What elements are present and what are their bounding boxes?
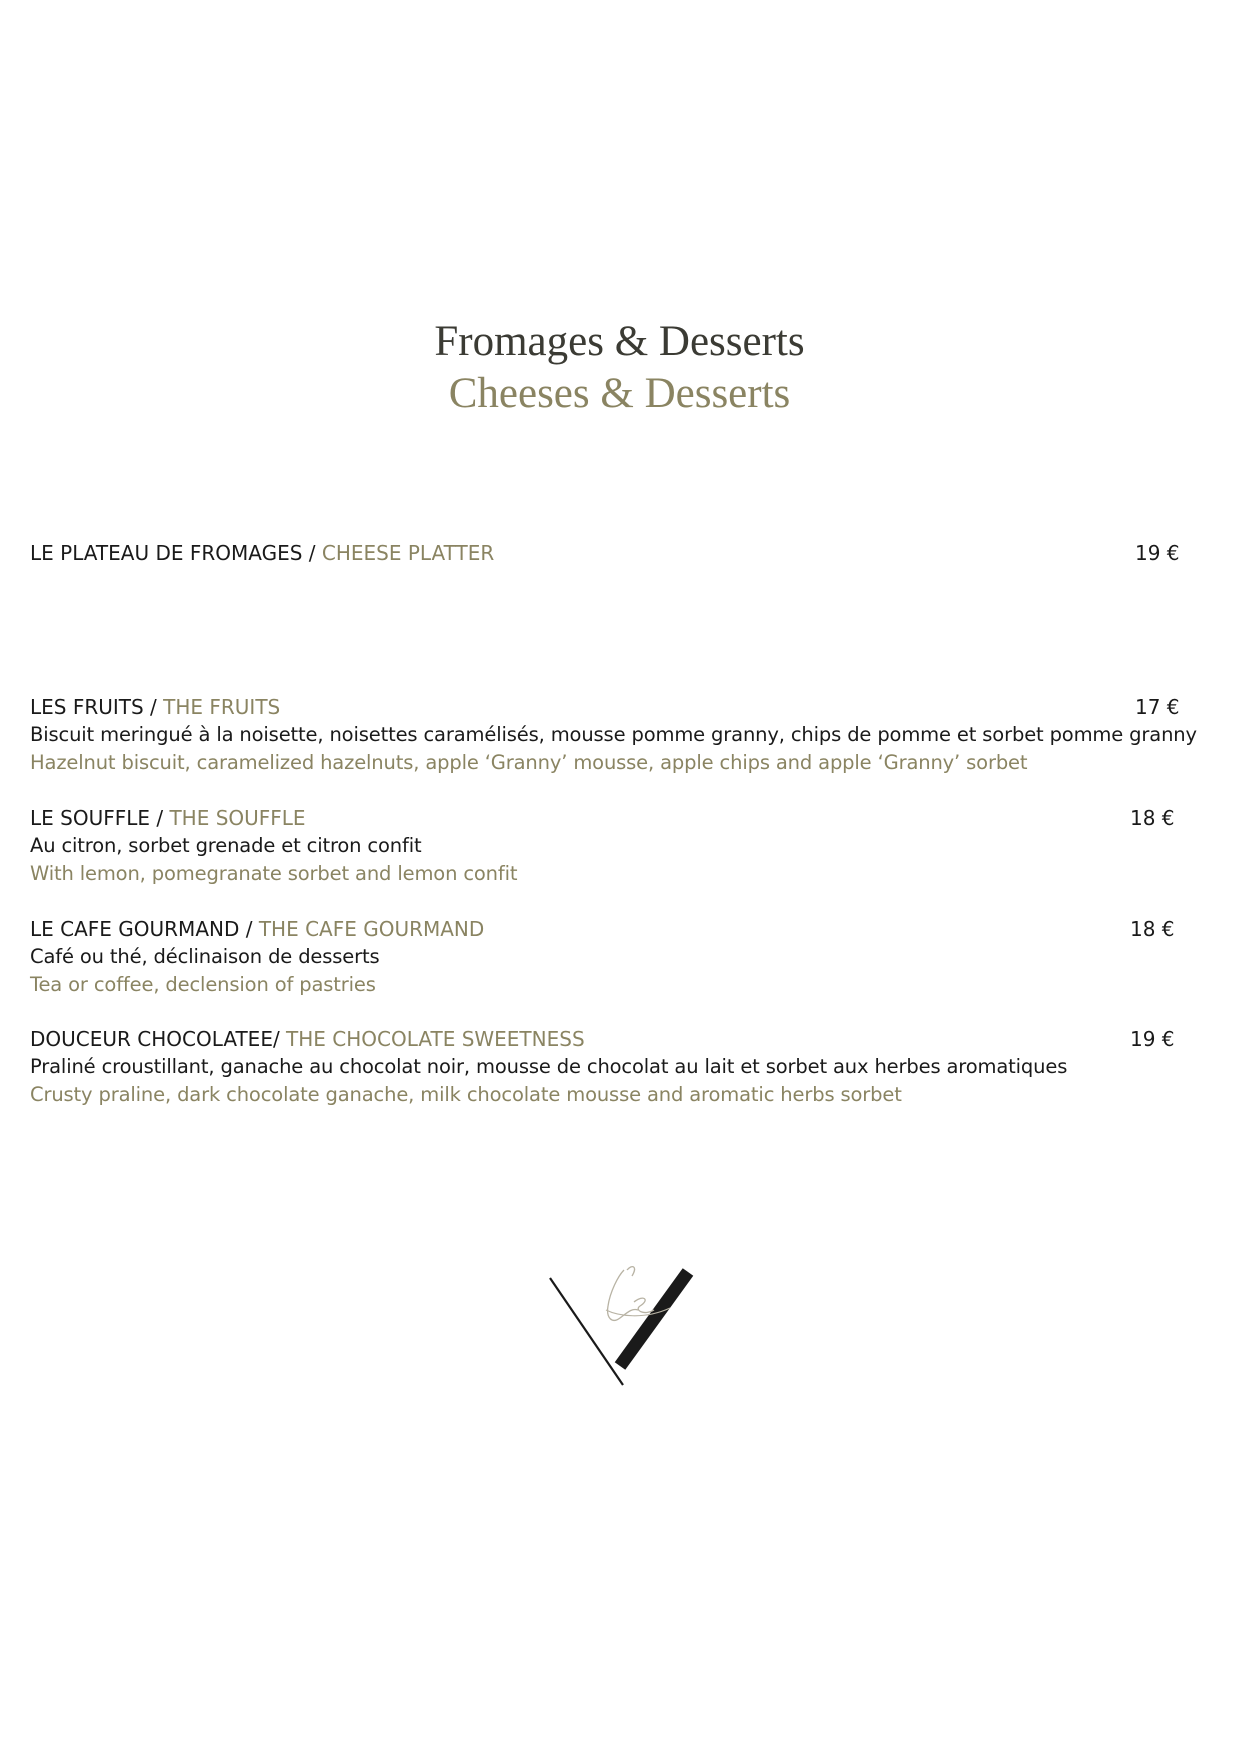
menu-item-souffle <box>30 804 1210 888</box>
item-name-french: LES FRUITS / <box>30 695 164 719</box>
page-title <box>0 316 1239 420</box>
item-price: 18 € <box>1130 917 1175 941</box>
item-description-french: Biscuit meringué à la noisette, noisettes caramélisés, mousse pomme granny, chips de pomme et sorbet pomme granny <box>30 723 1197 746</box>
menu-item-fruits <box>30 693 1210 777</box>
item-name-french: LE CAFE GOURMAND / <box>30 917 259 941</box>
item-description-english: Tea or coffee, declension of pastries <box>30 973 376 996</box>
item-price: 19 € <box>1135 541 1180 565</box>
item-description-french: Au citron, sorbet grenade et citron confit <box>30 834 422 857</box>
title-english: Cheeses & Desserts <box>448 370 791 417</box>
item-description-english: Crusty praline, dark chocolate ganache, milk chocolate mousse and aromatic herbs sorbet <box>30 1083 902 1106</box>
item-name-english: THE FRUITS <box>163 695 281 719</box>
menu-item-heading <box>30 539 1210 567</box>
item-description-english: With lemon, pomegranate sorbet and lemon confit <box>30 862 518 885</box>
menu-item-heading <box>30 915 1210 943</box>
menu-item-cheese-platter <box>30 539 1210 567</box>
item-price: 18 € <box>1130 806 1175 830</box>
item-description-english: Hazelnut biscuit, caramelized hazelnuts, apple ‘Granny’ mousse, apple chips and apple ‘Granny’ sorbet <box>30 751 1028 774</box>
item-name-french: LE SOUFFLE / <box>30 806 170 830</box>
item-description-french: Praliné croustillant, ganache au chocolat noir, mousse de chocolat au lait et sorbet aux herbes aromatiques <box>30 1055 1068 1078</box>
item-price: 17 € <box>1135 695 1180 719</box>
item-name-english: THE CHOCOLATE SWEETNESS <box>286 1027 585 1051</box>
menu-item-heading <box>30 693 1210 721</box>
menu-item-heading <box>30 1025 1210 1053</box>
item-name-english: THE SOUFFLE <box>169 806 306 830</box>
title-french: Fromages & Desserts <box>434 318 805 365</box>
item-description-french: Café ou thé, déclinaison de desserts <box>30 945 380 968</box>
restaurant-logo-icon <box>548 1258 708 1403</box>
item-name-french: DOUCEUR CHOCOLATEE/ <box>30 1027 287 1051</box>
item-price: 19 € <box>1130 1027 1175 1051</box>
menu-item-cafe-gourmand <box>30 915 1210 999</box>
item-name-french: LE PLATEAU DE FROMAGES / <box>30 541 322 565</box>
item-name-english: CHEESE PLATTER <box>321 541 495 565</box>
menu-item-chocolate-sweetness <box>30 1025 1210 1109</box>
menu-item-heading <box>30 804 1210 832</box>
item-name-english: THE CAFE GOURMAND <box>258 917 485 941</box>
